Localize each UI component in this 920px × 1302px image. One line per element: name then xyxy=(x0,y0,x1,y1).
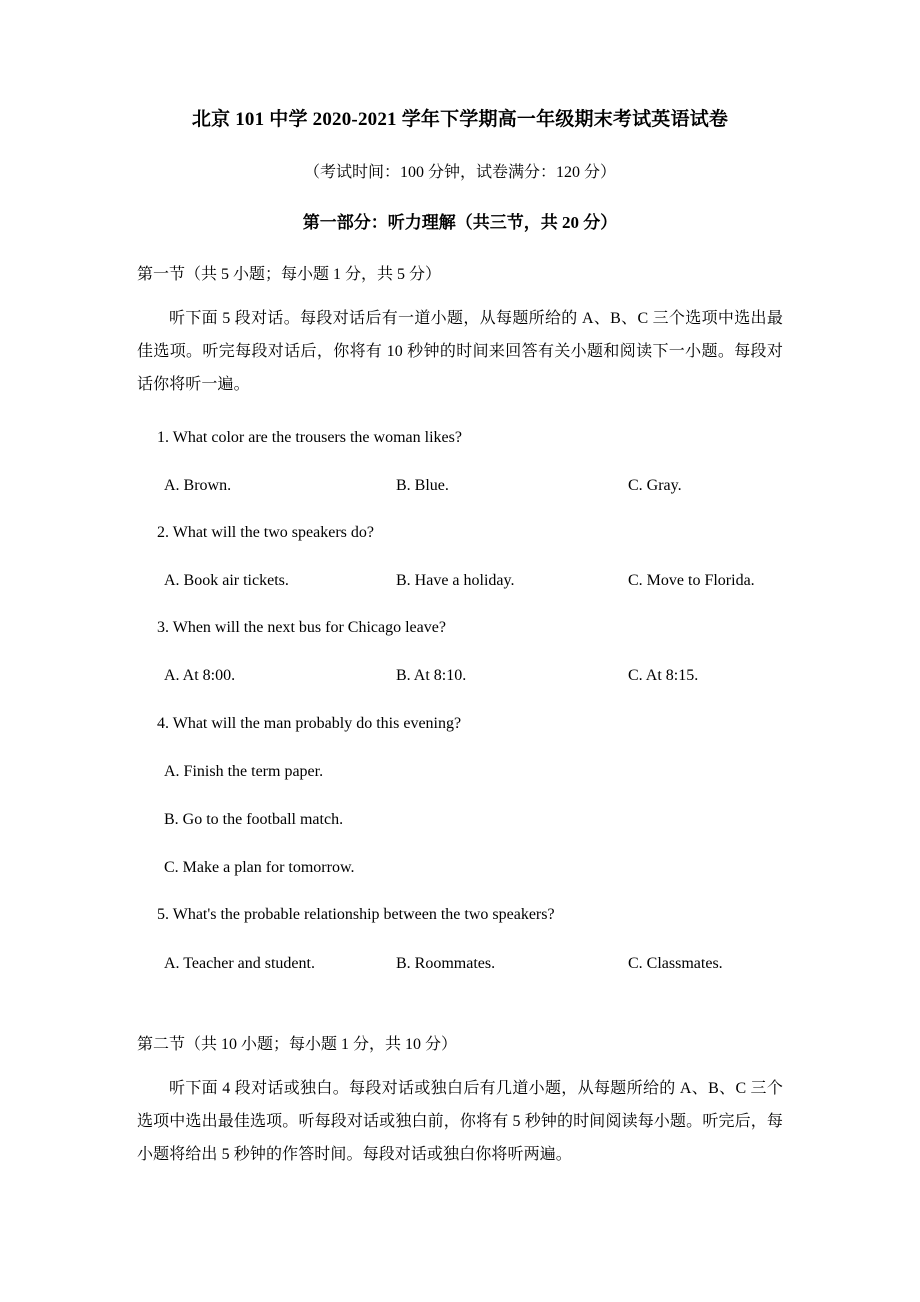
section-two-heading: 第二节（共 10 小题；每小题 1 分，共 10 分） xyxy=(137,1035,458,1053)
question-stem: 4. What will the man probably do this evening? xyxy=(157,714,462,732)
question-1 xyxy=(137,402,783,497)
option-c[interactable]: C. Make a plan for tomorrow. xyxy=(164,859,355,877)
option-stack xyxy=(137,735,783,880)
option-a[interactable]: A. At 8:00. xyxy=(164,667,236,685)
option-c[interactable]: C. Move to Florida. xyxy=(628,572,755,590)
option-b[interactable]: B. At 8:10. xyxy=(396,667,467,685)
question-5 xyxy=(137,879,783,974)
option-row xyxy=(137,449,783,497)
option-a[interactable]: A. Brown. xyxy=(164,476,232,494)
option-a[interactable]: A. Teacher and student. xyxy=(164,954,315,972)
option-c[interactable]: C. Gray. xyxy=(628,476,682,494)
option-a[interactable]: A. Finish the term paper. xyxy=(164,762,324,780)
question-stem: 2. What will the two speakers do? xyxy=(157,523,374,541)
question-4 xyxy=(137,688,783,880)
option-row xyxy=(137,639,783,687)
question-stem: 3. When will the next bus for Chicago leave? xyxy=(157,619,446,637)
option-row xyxy=(137,544,783,592)
option-b[interactable]: B. Go to the football match. xyxy=(164,811,344,828)
exam-meta-line: （考试时间：100 分钟，试卷满分：120 分） xyxy=(303,163,616,181)
section-one-heading: 第一节（共 5 小题；每小题 1 分，共 5 分） xyxy=(137,265,442,283)
part-one-title: 第一部分：听力理解（共三节，共 20 分） xyxy=(302,212,618,232)
option-b[interactable]: B. Roommates. xyxy=(396,954,496,972)
option-b[interactable]: B. Have a holiday. xyxy=(396,572,515,590)
option-c[interactable]: C. At 8:15. xyxy=(628,667,699,685)
section-one-instructions: 听下面 5 段对话。每段对话后有一道小题，从每题所给的 A、B、C 三个选项中选出最佳选项。听完每段对话后，你将有 10 秒钟的时间来回答有关小题和阅读下一小题。每段对话你将听一遍。 xyxy=(137,310,783,394)
option-a[interactable]: A. Book air tickets. xyxy=(164,572,289,590)
question-3 xyxy=(137,592,783,687)
section-two-instructions: 听下面 4 段对话或独白。每段对话或独白后有几道小题，从每题所给的 A、B、C 三个选项中选出最佳选项。听每段对话或独白前，你将有 5 秒钟的时间阅读每小题。听完后，每小题将给出 5 秒钟的作答时间。每段对话或独白你将听两遍。 xyxy=(137,1080,783,1164)
question-2 xyxy=(137,497,783,592)
section-gap xyxy=(137,975,783,1034)
option-b[interactable]: B. Blue. xyxy=(396,476,449,494)
question-stem: 1. What color are the trousers the woman likes? xyxy=(157,428,462,446)
option-c[interactable]: C. Classmates. xyxy=(628,954,723,972)
page-title: 北京 101 中学 2020-2021 学年下学期高一年级期末考试英语试卷 xyxy=(191,109,729,130)
question-stem: 5. What's the probable relationship between the two speakers? xyxy=(157,906,555,924)
option-row xyxy=(137,927,783,975)
